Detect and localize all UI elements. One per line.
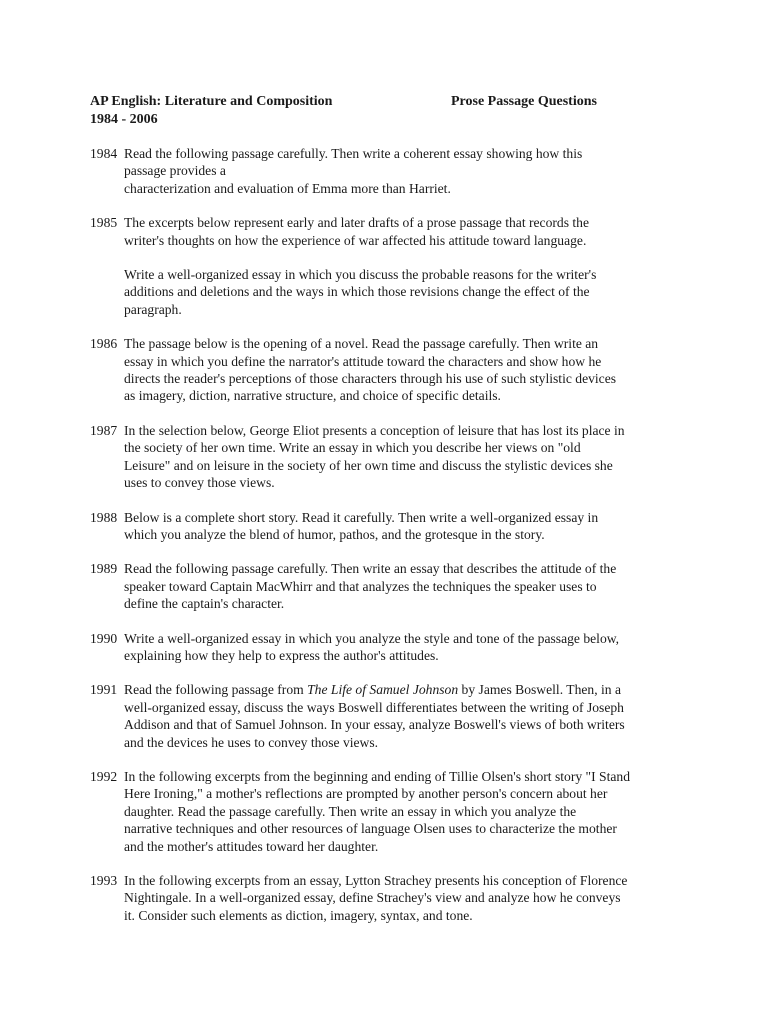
question-line: define the captain's character. bbox=[124, 596, 285, 612]
question-line: speaker toward Captain MacWhirr and that analyzes the techniques the speaker uses to bbox=[124, 578, 597, 594]
question-1989 bbox=[90, 560, 690, 612]
question-line: essay in which you define the narrator's attitude toward the characters and show how he bbox=[124, 353, 602, 369]
question-1986 bbox=[90, 335, 690, 405]
document-header bbox=[90, 93, 690, 128]
question-line: In the following excerpts from the beginning and ending of Tillie Olsen's short story "I Stand bbox=[124, 768, 630, 784]
question-year: 1984 bbox=[90, 146, 118, 161]
question-1988 bbox=[90, 509, 690, 544]
question-line: uses to convey those views. bbox=[124, 475, 275, 491]
question-year: 1993 bbox=[90, 873, 118, 888]
document-page bbox=[90, 93, 690, 924]
question-line: additions and deletions and the ways in which those revisions change the effect of the bbox=[124, 284, 590, 300]
question-1993 bbox=[90, 872, 690, 924]
question-line: it. Consider such elements as diction, imagery, syntax, and tone. bbox=[124, 907, 473, 923]
question-year: 1987 bbox=[90, 422, 118, 438]
question-1984 bbox=[90, 145, 690, 197]
question-text: Read the following passage from bbox=[124, 682, 308, 698]
question-line: and the devices he uses to convey those views. bbox=[124, 734, 379, 750]
question-line: the society of her own time. Write an essay in which you describe her views on "old bbox=[124, 440, 581, 456]
question-line: In the selection below, George Eliot presents a conception of leisure that has lost its place in bbox=[124, 422, 625, 438]
question-1992 bbox=[90, 768, 690, 855]
course-title: AP English: Literature and Composition bbox=[90, 94, 333, 109]
question-year: 1990 bbox=[90, 630, 118, 646]
question-line: paragraph. bbox=[124, 301, 182, 317]
question-year: 1989 bbox=[90, 561, 118, 577]
question-1987 bbox=[90, 422, 690, 492]
question-text: by James Boswell. Then, in a bbox=[458, 682, 621, 698]
question-line: The passage below is the opening of a novel. Read the passage carefully. Then write an bbox=[124, 336, 599, 352]
question-line: passage provides a bbox=[124, 163, 226, 179]
question-line: Write a well-organized essay in which you analyze the style and tone of the passage below, bbox=[124, 630, 620, 646]
year-range: 1984 - 2006 bbox=[90, 111, 158, 127]
question-line: well-organized essay, discuss the ways Boswell differentiates between the writing of Joseph bbox=[124, 699, 624, 715]
question-line: as imagery, diction, narrative structure, and choice of specific details. bbox=[124, 388, 501, 404]
question-line bbox=[124, 681, 690, 698]
book-title: The Life of Samuel Johnson bbox=[307, 682, 459, 698]
question-line: Here Ironing," a mother's reflections are prompted by another person's concern about her bbox=[124, 786, 608, 802]
question-line: which you analyze the blend of humor, pathos, and the grotesque in the story. bbox=[124, 526, 545, 542]
question-year: 1985 bbox=[90, 215, 118, 231]
question-year: 1988 bbox=[90, 509, 118, 525]
question-line: Read the following passage carefully. Then write an essay that describes the attitude of the bbox=[124, 561, 617, 577]
question-line: In the following excerpts from an essay, Lytton Strachey presents his conception of Florence bbox=[124, 873, 628, 888]
question-year: 1992 bbox=[90, 768, 118, 784]
question-line: explaining how they help to express the author's attitudes. bbox=[124, 647, 439, 663]
question-line: characterization and evaluation of Emma more than Harriet. bbox=[124, 180, 451, 196]
question-1990 bbox=[90, 630, 690, 665]
question-line: daughter. Read the passage carefully. Then write an essay in which you analyze the bbox=[124, 803, 577, 819]
question-line: Leisure" and on leisure in the society of her own time and discuss the stylistic devices she bbox=[124, 457, 613, 473]
question-line: Write a well-organized essay in which you discuss the probable reasons for the writer's bbox=[124, 267, 597, 283]
question-line: directs the reader's perceptions of those characters through his use of such stylistic devices bbox=[124, 371, 617, 387]
question-year: 1986 bbox=[90, 336, 118, 352]
question-line: Nightingale. In a well-organized essay, define Strachey's view and analyze how he conveys bbox=[124, 890, 621, 906]
question-1985 bbox=[90, 214, 690, 318]
question-line: Addison and that of Samuel Johnson. In your essay, analyze Boswell's views of both writers bbox=[124, 717, 625, 733]
section-title: Prose Passage Questions bbox=[451, 94, 597, 109]
question-line: The excerpts below represent early and later drafts of a prose passage that records the bbox=[124, 215, 590, 231]
question-line: writer's thoughts on how the experience of war affected his attitude toward language. bbox=[124, 232, 587, 248]
question-line: Read the following passage carefully. Then write a coherent essay showing how this bbox=[124, 146, 583, 161]
question-line: Below is a complete short story. Read it carefully. Then write a well-organized essay in bbox=[124, 509, 599, 525]
question-line: and the mother's attitudes toward her daughter. bbox=[124, 838, 379, 854]
question-year: 1991 bbox=[90, 682, 118, 698]
question-line: narrative techniques and other resources of language Olsen uses to characterize the mother bbox=[124, 821, 617, 837]
question-1991 bbox=[90, 681, 690, 751]
